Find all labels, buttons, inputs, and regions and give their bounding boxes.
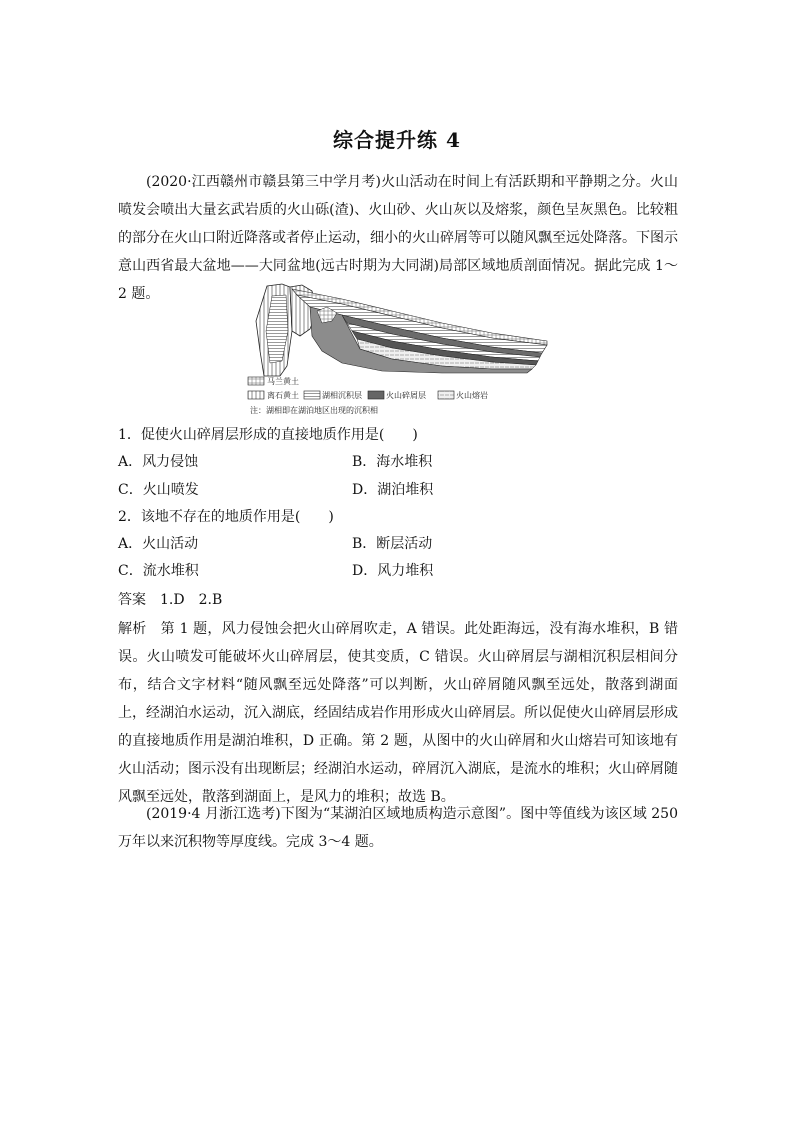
legend-volcanic-debris-label: 火山碎屑层 <box>386 391 426 400</box>
legend-lava <box>438 390 488 400</box>
legend-lake-label: 湖相沉积层 <box>322 391 362 400</box>
question-1-option-d: D．湖泊堆积 <box>352 482 434 498</box>
legend-lishi <box>248 390 299 400</box>
geologic-cross-section-figure <box>242 281 552 421</box>
legend-lava-label: 火山熔岩 <box>456 391 488 400</box>
legend-malan <box>248 376 299 386</box>
legend-volcanic-debris <box>368 390 426 400</box>
question-2-option-b: B．断层活动 <box>352 536 433 552</box>
question-1-option-a: A．风力侵蚀 <box>118 454 199 470</box>
intro-paragraph: (2020·江西赣州市赣县第三中学月考)火山活动在时间上有活跃期和平静期之分。火山喷发会喷出大量玄武岩质的火山砾(渣)、火山砂、火山灰以及熔浆，颜色呈灰黑色。比较粗的部分在火山口附近降落或者停止运动，细小的火山碎屑等可以随风飘至远处降落。下图示意山西省最大盆地——大同盆地(远古时期为大同湖)局部区域地质剖面情况。据此完成 1～2 题。 <box>118 174 678 302</box>
cross-section-body <box>256 284 547 376</box>
question-2-stem: 2．该地不存在的地质作用是( ) <box>118 509 334 525</box>
answer-line: 答案 1.D 2.B <box>118 592 223 608</box>
question-2-option-c: C．流水堆积 <box>118 563 199 579</box>
legend-lishi-label: 离石黄土 <box>267 391 299 400</box>
question-2-option-d: D．风力堆积 <box>352 563 434 579</box>
intro-paragraph-2: (2019·4 月浙江选考)下图为“某湖泊区域地质构造示意图”。图中等值线为该区域 250 万年以来沉积物等厚度线。完成 3～4 题。 <box>118 806 678 850</box>
question-1-option-c: C．火山喷发 <box>118 482 199 498</box>
analysis-paragraph: 解析 第 1 题，风力侵蚀会把火山碎屑吹走，A 错误。此处距海远，没有海水堆积，B 错误。火山喷发可能破坏火山碎屑层，使其变质，C 错误。火山碎屑层与湖相沉积层相间分布，结合文字材料“随风飘至远处降落”可以判断，火山碎屑随风飘至远处，散落到湖面上，经湖泊水运动，沉入湖底，经固结成岩作用形成火山碎屑层。所以促使火山碎屑层形成的直接地质作用是湖泊堆积，D 正确。第 2 题，从图中的火山碎屑和火山熔岩可知该地有火山活动；图示没有出现断层；经湖泊水运动，碎屑沉入湖底，是流水的堆积；火山碎屑随风飘至远处，散落到湖面上，是风力的堆积；故选 B。 <box>118 621 678 805</box>
legend-malan-label: 马兰黄土 <box>267 377 299 386</box>
question-1-stem: 1．促使火山碎屑层形成的直接地质作用是( ) <box>118 427 418 443</box>
legend-lake <box>304 390 362 400</box>
question-2-option-a: A．火山活动 <box>118 536 199 552</box>
figure-note: 注：湖相即在湖泊地区出现的沉积相 <box>250 406 378 415</box>
question-1-option-b: B．海水堆积 <box>352 454 433 470</box>
page-title: 综合提升练 4 <box>333 128 461 152</box>
